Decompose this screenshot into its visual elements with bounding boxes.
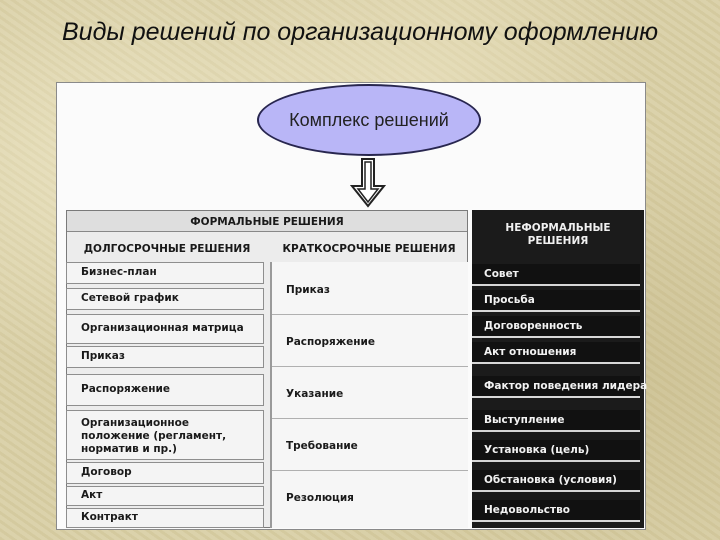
informal-item: Установка (цель) <box>472 440 640 462</box>
long-item: Приказ <box>66 346 264 368</box>
root-node <box>257 84 481 156</box>
informal-item: Обстановка (условия) <box>472 470 640 492</box>
root-node-label: Комплекс решений <box>289 109 449 130</box>
short-divider <box>272 418 468 419</box>
informal-item: Выступление <box>472 410 640 432</box>
long-item: Бизнес-план <box>66 262 264 284</box>
informal-item: Акт отношения <box>472 342 640 364</box>
long-item: Распоряжение <box>66 374 264 406</box>
short-divider <box>272 366 468 367</box>
long-term-list <box>66 262 266 528</box>
informal-decisions-header <box>472 210 644 260</box>
short-term-header: КРАТКОСРОЧНЫЕ РЕШЕНИЯ <box>282 243 456 255</box>
informal-item: Договоренность <box>472 316 640 338</box>
long-term-header: ДОЛГОСРОЧНЫЕ РЕШЕНИЯ <box>83 243 251 255</box>
short-item: Требование <box>286 440 358 452</box>
long-item: Организационная матрица <box>66 314 264 344</box>
informal-decisions-block <box>472 210 648 528</box>
short-divider <box>272 470 468 471</box>
informal-item: Фактор поведения лидера <box>472 376 640 398</box>
short-divider <box>272 314 468 315</box>
long-item: Акт <box>66 486 264 506</box>
informal-item: Просьба <box>472 290 640 312</box>
long-item: Контракт <box>66 508 264 528</box>
long-item: Договор <box>66 462 264 484</box>
informal-header-label: НЕФОРМАЛЬНЫЕ РЕШЕНИЯ <box>505 222 611 247</box>
short-item: Резолюция <box>286 492 354 504</box>
informal-item: Совет <box>472 264 640 286</box>
long-item: Сетевой график <box>66 288 264 310</box>
formal-decisions-header: ФОРМАЛЬНЫЕ РЕШЕНИЯ <box>67 211 467 232</box>
short-item: Распоряжение <box>286 336 376 348</box>
down-arrow-icon <box>350 158 386 208</box>
short-item: Приказ <box>286 284 330 296</box>
page-title: Виды решений по организационному оформлению <box>61 18 658 46</box>
short-item: Указание <box>286 388 344 400</box>
short-term-list <box>270 262 468 528</box>
long-item: Организационное положение (регламент, норматив и пр.) <box>66 410 264 460</box>
informal-item: Недовольство <box>472 500 640 522</box>
